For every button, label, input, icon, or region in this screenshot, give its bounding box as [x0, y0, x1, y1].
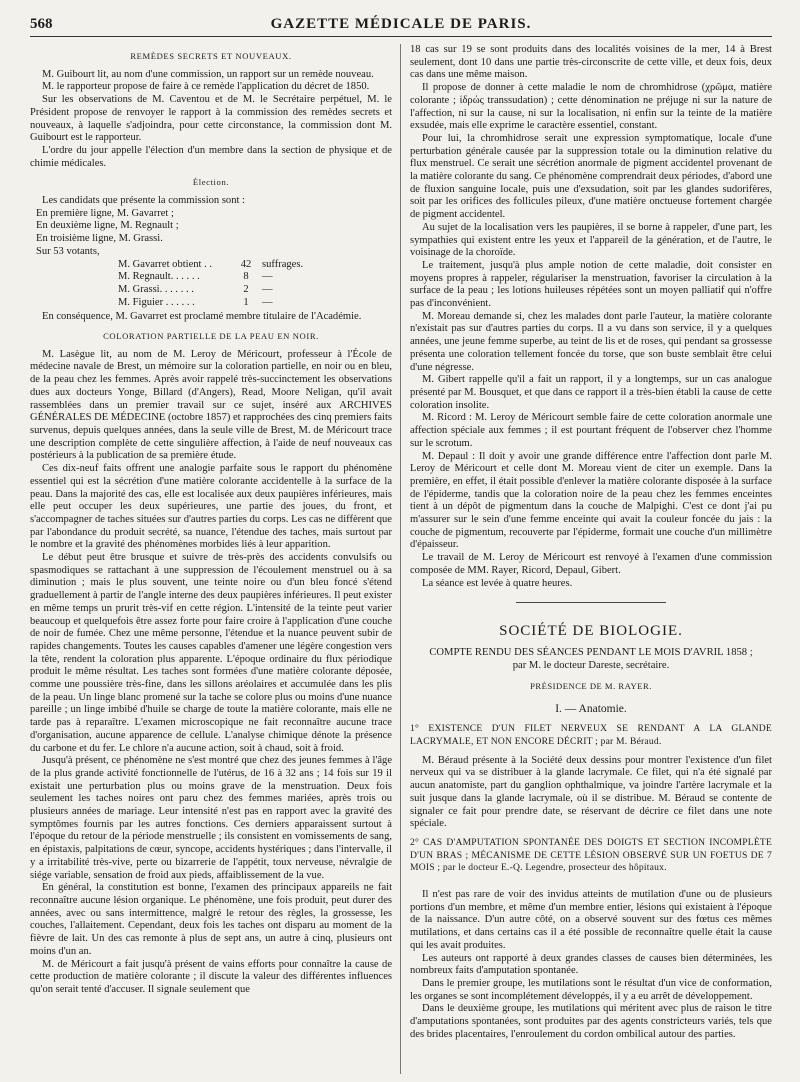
paragraph: M. Lasègue lit, au nom de M. Leroy de Méricourt, professeur à l'École de médecine navale de Brest, un mémoire sur la coloration partielle, en noir ou en bleu, de la peau chez les femmes. Après avoir rappelé très-succinctement les observations dues aux docteurs Yonge, Billard (d'Angers), Read, Moore Neligan, qu'il avait rassemblées dans un premier travail sur ce sujet, inséré aux ARCHIVES GÉNÉRALES DE MÉDECINE (octobre 1857) et rapprochées des cinq premiers faits survenus, depuis quelques années, dans la seule ville de Brest, M. de Méricourt trace une description complète de cette singulière affection, à l'aide de neuf nouveaux cas postérieurs à la publication de sa première étude. — [30, 348, 392, 462]
paragraph: Ces dix-neuf faits offrent une analogie parfaite sous le rapport du phénomène essentiel qui est la sécrétion d'une matière colorante accidentelle à la surface de la peau. Dans la majorité des cas, elle est localisée aux deux paupières inférieures, mais elle peut occuper les deux supérieures, une partie des joues, du front, et s'accompagner de taches situées sur d'autres parties du corps. Les cas ne diffèrent que par l'abondance du produit secrété, sa nuance, l'étendue des taches, mais surtout par le nombre et la gravité des phénomènes morbides liés à leur apparition. — [30, 463, 392, 551]
candidate-line: En deuxième ligne, M. Regnault ; — [36, 220, 179, 232]
paragraph: 18 cas sur 19 se sont produits dans des localités voisines de la mer, 14 à Brest seulement, dont 10 dans une partie très-circonscrite de cette ville, et deux fois, deux cas dans une même maison. — [410, 44, 772, 81]
candidates-intro: Les candidats que présente la commission sont : — [42, 195, 245, 207]
vote-row: M. Gavarret obtient . . 42 suffrages. — [118, 258, 304, 270]
paragraph: M. Depaul : Il doit y avoir une grande différence entre l'affection dont parle M. Leroy de Méricourt et celle dont M. Moreau vient de citer un exemple. Dans la première, en effet, il était possible d'enlever la matière colorante disposée à la surface de l'épiderme, tandis que la coloration noire de la peau chez les femmes enceintes tient à un dépôt de pigmentum dans la couche de Malpighi. C'est ce dont j'ai pu m'assurer sur le sein d'une femme enceinte qui avait la couleur foncée du jais : la couche de pigmentum, recouverte par l'épiderme, formait une couche d'un millimètre d'épaisseur. — [410, 450, 772, 551]
page-header — [30, 14, 772, 36]
journal-title: GAZETTE MÉDICALE DE PARIS. — [270, 16, 532, 32]
candidate-line: En première ligne, M. Gavarret ; — [36, 207, 174, 219]
paragraph: En conséquence, M. Gavarret est proclamé membre titulaire de l'Académie. — [42, 311, 362, 323]
section-heading-election: Élection. — [192, 177, 230, 188]
paragraph: La séance est levée à quatre heures. — [422, 577, 573, 589]
paragraph: Dans le premier groupe, les mutilations sont le résultat d'un vice de conformation, les organes se sont incomplétement développés, il y a eu arrêt de développement. — [410, 978, 772, 1002]
presidence-line: PRÉSIDENCE DE M. RAYER. — [530, 680, 652, 691]
paragraph: M. de Méricourt a fait jusqu'à présent de vains efforts pour connaître la cause de cette production de matière colorante ; il discute la valeur des différentes influences qu'on serait tenté d'accuser. Il signale seulement que — [30, 958, 392, 995]
paragraph: Sur les observations de M. Caventou et de M. le Secrétaire perpétuel, M. le Président propose de renvoyer le rapport à la commission des remèdes secrets et nouveaux, à laquelle s'adjoindra, pour cette circonstance, la commission dont M. Guibourt est le rapporteur. — [30, 94, 392, 144]
society-title: SOCIÉTÉ DE BIOLOGIE. — [499, 623, 683, 640]
vote-row: M. Regnault. . . . . . 8 — — [118, 271, 273, 283]
article-title: 2° CAS D'AMPUTATION SPONTANÉE DES DOIGTS ET SECTION INCOMPLÈTE D'UN BRAS ; MÉCANISME DE CETTE LÉSION OBSERVÉ SUR UN FOETUS DE 7 MOIS ; par le docteur E.-Q. Legendre, prosecteur des hôpitaux. — [410, 836, 772, 874]
anatomie-heading: I. — Anatomie. — [555, 702, 627, 715]
left-column — [30, 44, 392, 1074]
paragraph: M. Guibourt lit, au nom d'une commission, un rapport sur un remède nouveau. — [42, 68, 374, 80]
paragraph: L'ordre du jour appelle l'élection d'un membre dans la section de physique et de chimie médicales. — [30, 144, 392, 169]
paragraph: Jusqu'à présent, ce phénomène ne s'est montré que chez des jeunes femmes à l'âge de la plus grande activité fonctionnelle de l'utérus, de 16 à 32 ans ; 14 fois sur 19 il existait une perturbation plus ou moins grave de la menstruation. Deux fois seulement les taches noires ont paru chez des femmes mariées, après trois ou plusieurs années de mariage. Leur intensité n'est pas en rapport avec la gravité des symptômes fournis par les autres fonctions. Ces derniers apparaissent surtout à l'époque du retour de la période menstruelle ; ils consistent en vomissements de sang, en épistaxis, palpitations de cœur, syncope, accidents hystériques ; dans l'intervalle, il y a irritabilité très-vive, perte ou bizarrerie de l'appétit, toux nerveuse, névralgie de siége variable, sensation de froid aux pieds, affaiblissement de la vue. — [30, 755, 392, 881]
paragraph: Le début peut être brusque et suivre de très-près des accidents convulsifs ou spasmodiques se rattachant à une suppression de l'écoulement menstruel ou à sa diminution ; mais le plus souvent, une teinte noire ou d'un bleu foncé s'étend graduellement à partir de l'angle interne des deux paupières inférieures. Il peut exister en même temps un prurit très-vif en cette région. L'intensité de la teinte peut varier beaucoup et quelquefois être assez forte pour faire croire à l'application d'une couche de noir de fumée. Chez une même personne, l'étendue et la nuance peuvent subir de rapides changements. Toutes les causes capables d'amener une légère congestion vers la tête, rendent la coloration plus apparente. L'époque ordinaire du flux périodique produit le même résultat. Les taches sont formées d'une matière colorante déposée, comme une poussière très-fine, dans les sillons aréolaires et accumulée dans les plis de la peau. Un linge blanc promené sur la tache se colore plus ou moins d'une nuance pareille ; un linge imbibé d'huile se charge de toute la matière colorante, mais elle ne tarde pas à reparaître. L'examen microscopique ne fait reconnaître aucune trace d'organisation, aucune apparence de cellule. L'analyse chimique dénote la présence du carbone et du fer. Le chlore n'a aucune action, soit à chaud, soit à froid. — [30, 552, 392, 754]
paragraph: En général, la constitution est bonne, l'examen des principaux appareils ne fait reconnaître aucune lésion organique. Le phénomène, une fois produit, peut durer des années, avec ou sans intermittence, malgré le retour des règles, la grossesse, les couches, l'allaitement. Cependant, deux fois les taches ont disparu au moment de la fièvre de lait. Un des cas remonte à plus de sept ans, un autre à cinq, plusieurs ont moins d'un an. — [30, 882, 392, 957]
paragraph: Dans le deuxième groupe, les mutilations qui méritent avec plus de raison le titre d'amputations spontanées, sont produites par des agents constricteurs variés, tels que des brides placentaires, l'enroulement du cordon ombilical autour des parties. — [410, 1003, 772, 1040]
vote-table — [118, 259, 392, 310]
paragraph: M. Gibert rappelle qu'il a fait un rapport, il y a longtemps, sur un cas analogue présenté par M. Bousquet, et que dans ce rapport il a très-bien établi la cause de cette coloration insolite. — [410, 374, 772, 411]
voters-line: Sur 53 votants, — [36, 245, 100, 257]
right-column — [410, 44, 772, 1074]
paragraph: M. Ricord : M. Leroy de Méricourt semble faire de cette coloration anormale une affection spéciale aux femmes ; il est pourtant fréquent de l'observer chez l'homme sur le scrotum. — [410, 412, 772, 449]
paragraph: Pour lui, la chromhidrose serait une expression symptomatique, locale d'une perturbation générale causée par la suppression totale ou la diminution relative du flux menstruel. Ce serait une sécrétion anormale de pigment accidentel provenant de la matière colorante du sang. Ce phénomène comprendrait deux périodes, d'abord une de fluxion sanguine locale, puis une d'exsudation, soit par les glandes sudorifères, soit par les orifices des follicules pileux, d'une matière onctueuse fortement chargée de pigment accidentel. — [410, 132, 772, 221]
paragraph: Il propose de donner à cette maladie le nom de chromhidrose (χρῶμα, matière colorante ; ἱδρώς transsudation) ; cette dénomination ne préjuge ni sur la nature de l'affection, ni sur la cause, ni sur la localisation, ni enfin sur la teinte de la matière exsudée, mais elle exprime le caractère essentiel, constant. — [410, 82, 772, 132]
paragraph: Le travail de M. Leroy de Méricourt est renvoyé à l'examen d'une commission composée de MM. Rayer, Ricord, Depaul, Gibert. — [410, 552, 772, 576]
section-separator — [516, 602, 666, 603]
vote-row: M. Figuier . . . . . . 1 — — [118, 296, 273, 308]
paragraph: Les auteurs ont rapporté à deux grandes classes de causes bien déterminées, les nombreux faits d'amputation spontanée. — [410, 952, 772, 977]
page-number: 568 — [30, 16, 53, 32]
article-title: 1° EXISTENCE D'UN FILET NERVEUX SE RENDANT A LA GLANDE LACRYMALE, ET NON ENCORE DÉCRIT ; par M. Béraud. — [410, 723, 772, 748]
header-rule — [30, 36, 772, 37]
paragraph: M. le rapporteur propose de faire à ce remède l'application du décret de 1850. — [42, 81, 370, 93]
vote-row: M. Grassi. . . . . . . 2 — — [118, 283, 273, 295]
section-heading-remedes: REMÈDES SECRETS ET NOUVEAUX. — [130, 51, 292, 61]
paragraph: Le traitement, jusqu'à plus ample notion de cette maladie, doit consister en moyens propres à rappeler, régulariser la menstruation, favoriser la circulation à la surface de la peau ; les lotions huileuses répétées sont un moyen palliatif qui n'offre pas d'inconvénient. — [410, 259, 772, 310]
paragraph: M. Moreau demande si, chez les malades dont parle l'auteur, la matière colorante n'existait pas sur d'autres parties du corps. Il a vu dans son service, il y a quelques années, une jeune femme superbe, au teint de lis et de roses, qui pendant sa grossesse présenta une coloration tellement foncée du torse, que son buste semblait être celui d'une négresse. — [410, 310, 772, 373]
column-divider — [400, 44, 401, 1074]
report-subtitle: COMPTE RENDU DES SÉANCES PENDANT LE MOIS D'AVRIL 1858 ; par M. le docteur Dareste, secrétaire. — [429, 646, 753, 671]
paragraph: M. Béraud présente à la Société deux dessins pour montrer l'existence d'un filet nerveux qui va se distribuer à la glande lacrymale. Ce filet, qui n'a été signalé par aucun anatomiste, part du ganglion ophthalmique, va joindre l'artère lacrymale et la suit jusque dans la glande lacrymale, où il se distribue. M. Béraud se contente de signaler ce fait pour prendre date, se réservant de décrire ce filet dans une note spéciale. — [410, 754, 772, 830]
section-heading-coloration: COLORATION PARTIELLE DE LA PEAU EN NOIR. — [103, 331, 319, 342]
paragraph: Il n'est pas rare de voir des invidus atteints de mutilation d'une ou de plusieurs portions d'un membre, et même d'un membre entier, lésions qui existaient à l'époque de la naissance. D'un autre côté, on a observé souvent sur des fœtus ces mêmes mutilations, et dans certains cas il a été possible de reconnaître quelle était la cause qui les avait produites. — [410, 889, 772, 951]
candidate-line: En troisième ligne, M. Grassi. — [36, 233, 163, 245]
paragraph: Au sujet de la localisation vers les paupières, il se borne à rappeler, d'une part, les sympathies qui existent entre les yeux et l'appareil de la génération, et de l'autre, le voisinage de la choroïde. — [410, 221, 772, 259]
